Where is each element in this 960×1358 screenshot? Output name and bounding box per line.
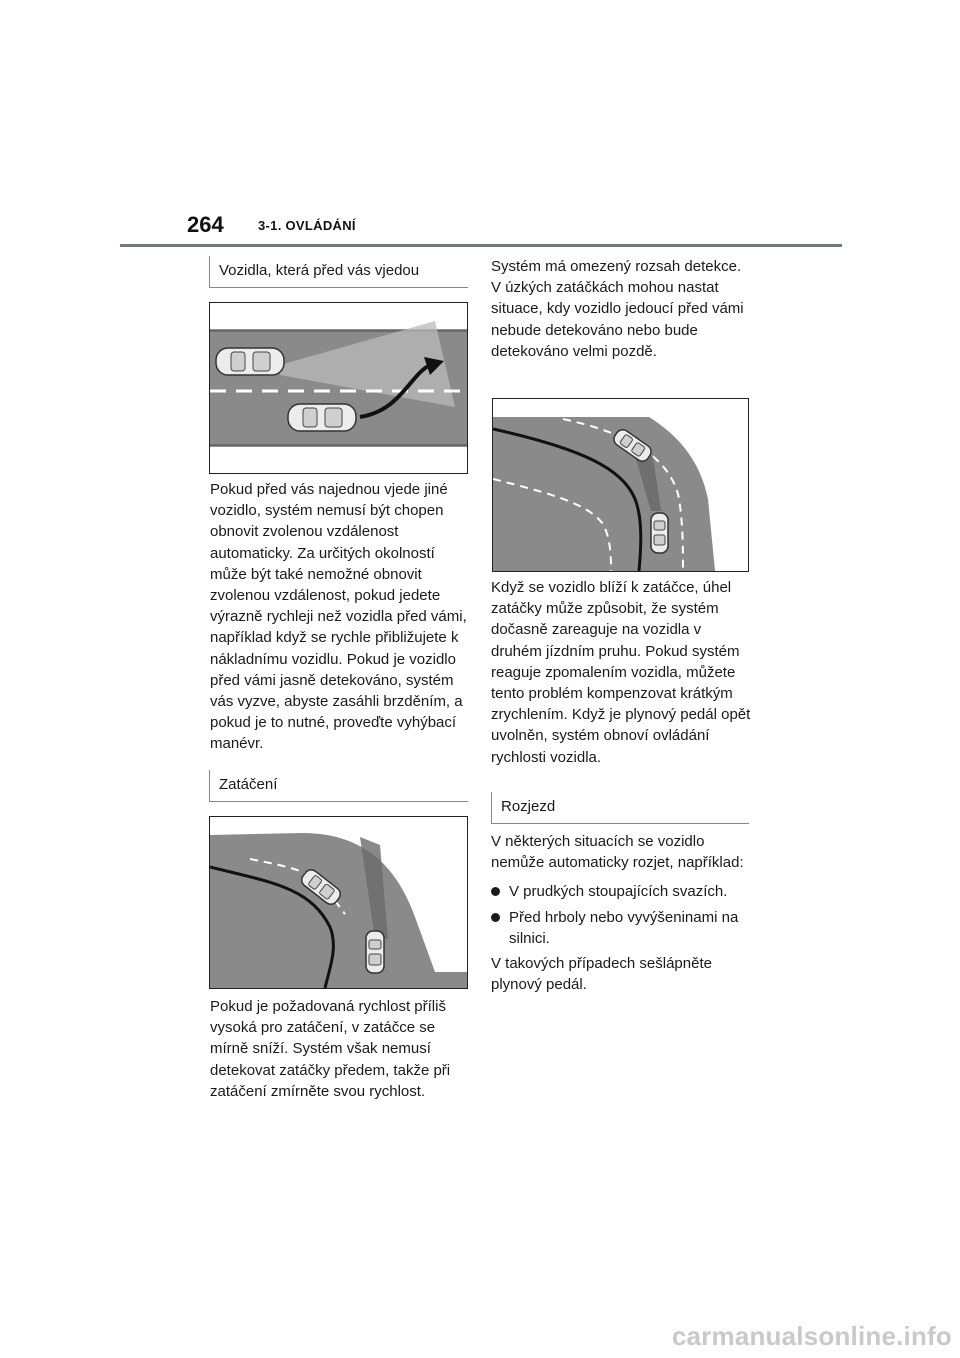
- car-front-icon: [216, 348, 284, 375]
- list-item: [491, 881, 753, 902]
- cut-in-illustration: [210, 303, 467, 473]
- paragraph-cut-in-text: Pokud před vás najednou vjede jiné vozidlo, systém nemusí být chopen obnovit zvolenou vzdálenost automaticky. Za určitých okolností může být také nemožné obnovit zvolenou vzdálenost, pokud jedete výrazně rychleji než vozidla před vámi, například když se rychle přibližujete k nákladnímu vozidlu. Pokud je vozidlo před vámi jasně detekováno, systém vás vyzve, abyste zasáhli brzděním, a pokud je to nutné, proveďte vyhýbací manévr.: [210, 481, 467, 753]
- paragraph-cornering-text: Pokud je požadovaná rychlost příliš vysoká pro zatáčení, v zatáčce se mírně sníží. Systém však nemusí detekovat zatáčky předem, takže při zatáčení zmírněte svou rychlost.: [210, 998, 451, 1100]
- list-item-text: Před hrboly nebo vyvýšeninami na silnici.: [509, 908, 739, 947]
- paragraph-accelerator-text: V takových případech sešlápněte plynový pedál.: [491, 955, 712, 994]
- paragraph-lane-reaction: [491, 577, 753, 768]
- figure-lane-curve: [492, 398, 749, 572]
- paragraph-cornering: [210, 996, 470, 1102]
- section-heading-cut-in: Vozidla, která před vás vjedou: [209, 256, 468, 288]
- figure-cut-in: [209, 302, 468, 474]
- watermark: carmanualsonline.info: [671, 1321, 952, 1351]
- chapter-title: 3-1. OVLÁDÁNÍ: [258, 218, 356, 233]
- bullet-icon: [491, 887, 500, 896]
- paragraph-cut-in: [210, 479, 470, 755]
- page-number: 264: [187, 212, 224, 237]
- bullet-list: [491, 881, 753, 949]
- header-rule: [120, 244, 842, 247]
- section-heading-starting: Rozjezd: [491, 792, 749, 824]
- lane-curve-illustration: [493, 399, 748, 571]
- bullet-icon: [491, 913, 500, 922]
- car-curve-ego-icon: [366, 931, 384, 973]
- paragraph-lane-reaction-text: Když se vozidlo blíží k zatáčce, úhel zatáčky může způsobit, že systém dočasně zareaguje na vozidla v druhém jízdním pruhu. Pokud systém reaguje zpomalením vozidla, můžete tento problém kompenzovat krátkým zrychlením. Když je plynový pedál opět uvolněn, systém obnoví ovládání rychlosti vozidla.: [491, 579, 751, 766]
- paragraph-detection-range-text: Systém má omezený rozsah detekce. V úzkých zatáčkách mohou nastat situace, kdy vozidlo jedoucí před vámi nebude detekováno nebo bude detekováno velmi pozdě.: [491, 258, 744, 360]
- paragraph-starting-text: V některých situacích se vozidlo nemůže automaticky rozjet, například:: [491, 833, 744, 872]
- cornering-illustration: [210, 817, 467, 988]
- starting-content: [491, 831, 753, 995]
- figure-cornering: [209, 816, 468, 989]
- paragraph-detection-range: [491, 256, 751, 362]
- car-lane-ego-icon: [651, 513, 668, 553]
- car-ego-icon: [288, 404, 356, 431]
- section-heading-cornering: Zatáčení: [209, 770, 468, 802]
- list-item-text: V prudkých stoupajících svazích.: [509, 883, 728, 901]
- list-item: [491, 907, 753, 949]
